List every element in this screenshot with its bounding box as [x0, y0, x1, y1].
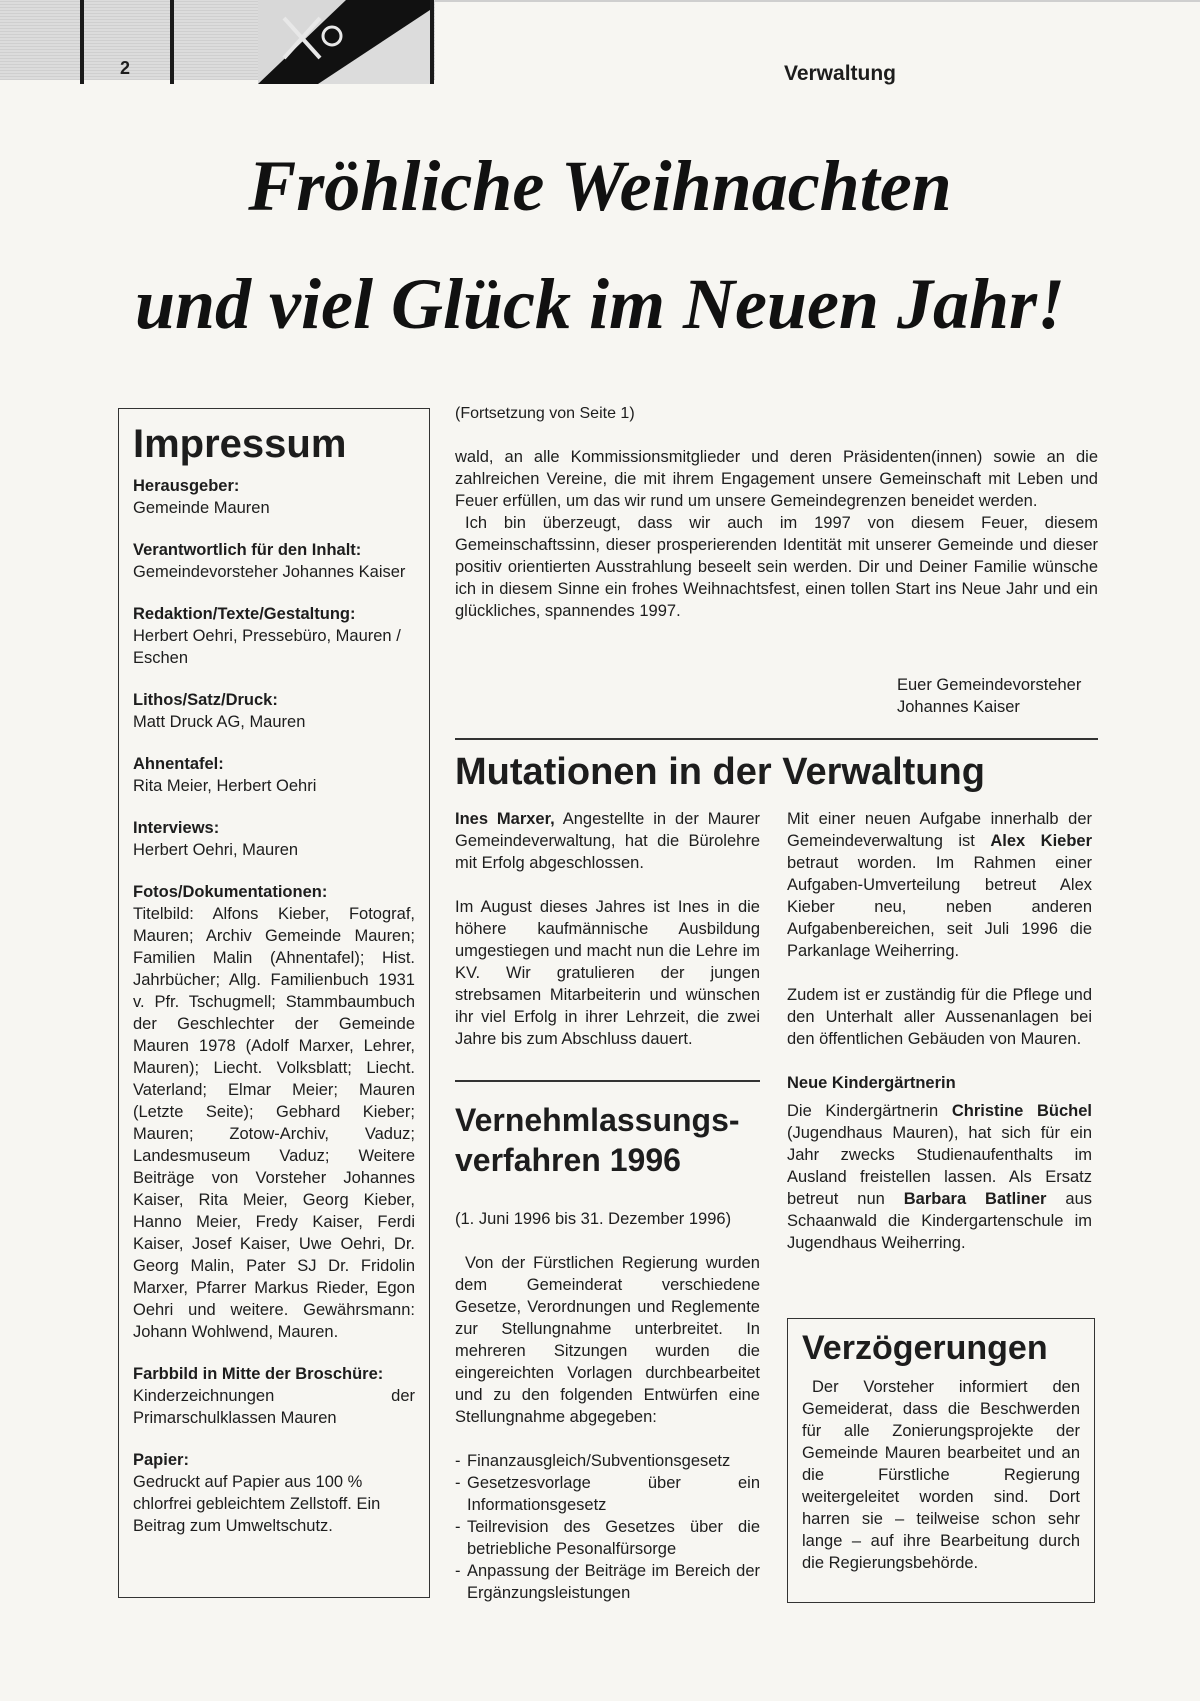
intro-paragraph: Ich bin überzeugt, dass wir auch im 1997 von diesem Feuer, diesem Gemeinschaftssinn, dieser prosperierenden Identität mit unserer Gemeinde und dieser positiv orientierten Ausstrahlung beseelt sein werden. Dir und Deiner Familie wünsche ich in diesem Sinne ein frohes Weihnachtsfest, einen tollen Start ins Neue Jahr und ein glückliches, spannendes 1997.	[455, 514, 1098, 620]
intro-paragraph: wald, an alle Kommissionsmitglieder und deren Präsidenten(innen) sowie an die zahlreichen Vereine, die mit ihrem Engagement unsere Gemeinschaft mit Leben und Feuer erfüllen, um das wir rund um unsere Gemeindegrenzen beneidet werden.	[455, 448, 1098, 510]
person-name: Barbara Batliner	[903, 1190, 1047, 1208]
impressum-value: Herbert Oehri, Mauren	[133, 841, 299, 859]
impressum-box	[118, 408, 430, 1598]
mutations-text: Mit einer neuen Aufgabe innerhalb der Gemeindeverwaltung ist	[787, 810, 1092, 850]
delays-box	[787, 1318, 1095, 1603]
list-item: - Anpassung der Beiträge im Bereich der Ergänzungsleistungen	[455, 1560, 760, 1604]
mutations-paragraph: Im August dieses Jahres ist Ines in die höhere kaufmännische Ausbildung umgestiegen und macht nun die Lehre im KV. Wir gratulieren der jungen strebsamen Mitarbeiterin und wünschen ihr viel Erfolg in ihrer Lehrzeit, die zwei Jahre bis zum Abschluss dauert.	[455, 898, 760, 1048]
intro-text	[455, 446, 1098, 622]
impressum-value: Gedruckt auf Papier aus 100 % chlorfrei gebleichtem Zellstoff. Ein Beitrag zum Umweltschutz.	[133, 1473, 381, 1535]
signature	[897, 674, 1097, 718]
person-name: Alex Kieber	[990, 832, 1093, 850]
consultation-title-line: verfahren 1996	[455, 1142, 681, 1178]
delays-paragraph: Der Vorsteher informiert den Gemeiderat, dass die Beschwerden für alle Zonierungsprojekte der Gemeinde Mauren bearbeitet und an die Fürstliche Regierung weitergeleitet worden sind. Dort harren sie – teilweise schon sehr lange – auf ihre Bearbeitung durch die Regierungsbehörde.	[802, 1378, 1080, 1573]
impressum-label: Lithos/Satz/Druck:	[133, 691, 278, 709]
consultation-title	[455, 1100, 740, 1180]
section-label: Verwaltung	[783, 62, 897, 85]
consultation-body	[455, 1252, 760, 1604]
impressum-value: Gemeindevorsteher Johannes Kaiser	[133, 563, 406, 581]
mutations-paragraph	[455, 808, 760, 874]
kindergarten-text: aus Schaanwald die Kindergartenschule im Jugendhaus Weiherring.	[787, 1190, 1092, 1252]
continuation-note: (Fortsetzung von Seite 1)	[455, 405, 635, 422]
consultation-title-line: Vernehmlassungs-	[455, 1102, 740, 1138]
page-number: 2	[120, 58, 131, 78]
impressum-label: Interviews:	[133, 819, 220, 837]
greeting-line-1: Fröhliche Weihnachten	[248, 146, 952, 226]
signature-role: Euer Gemeindevorsteher	[897, 676, 1082, 694]
mutations-left-column	[455, 808, 760, 1072]
emblem-icon	[258, 0, 430, 84]
mutations-right-column	[787, 808, 1092, 1276]
person-name: Ines Marxer,	[455, 810, 555, 828]
signature-name: Johannes Kaiser	[897, 698, 1020, 716]
top-rule	[435, 0, 1200, 2]
impressum-label: Redaktion/Texte/Gestaltung:	[133, 605, 356, 623]
consultation-paragraph: Von der Fürstlichen Regierung wurden dem Gemeinderat verschiedene Gesetze, Verordnungen und Reglemente zur Stellungnahme unterbreitet. In mehreren Sitzungen wurden die eingereichten Vorlagen durchbearbeitet und zu den folgenden Entwürfen eine Stellungnahme abgegeben:	[455, 1254, 760, 1426]
section-divider	[455, 1080, 760, 1082]
header-divider	[170, 0, 174, 84]
kindergarten-paragraph	[787, 1100, 1092, 1254]
delays-title: Verzögerungen	[802, 1329, 1048, 1367]
impressum-value: Titelbild: Alfons Kieber, Fotograf, Mauren; Archiv Gemeinde Mauren; Familien Malin (Ahnentafel); Hist. Jahrbücher; Allg. Familienbuch 1931 v. Pfr. Tschugmell; Stammbaumbuch der Geschlechter der Gemeinde Mauren 1978 (Adolf Marxer, Lehrer, Mauren); Liecht. Volksblatt; Liecht. Vaterland; Elmar Meier; Mauren (Letzte Seite); Gebhard Kieber; Mauren; Zotow-Archiv, Vaduz; Landesmuseum Vaduz; Weitere Beiträge von Vorsteher Johannes Kaiser, Rita Meier, Georg Kieber, Hanno Meier, Fredy Kaiser, Ferdi Kaiser, Josef Kaiser, Uwe Oehri, Dr. Georg Malin, Pater SJ Dr. Fridolin Marxer, Pfarrer Markus Rieder, Egon Oehri und weitere. Gewährsmann: Johann Wohlwend, Mauren.	[133, 905, 415, 1341]
consultation-list	[455, 1450, 760, 1604]
mutations-title: Mutationen in der Verwaltung	[455, 751, 985, 793]
list-item: - Gesetzesvorlage über ein Informationsgesetz	[455, 1472, 760, 1516]
impressum-value: Kinderzeichnungen der Primarschulklassen Mauren	[133, 1387, 415, 1427]
header-divider	[80, 0, 84, 84]
impressum-label: Herausgeber:	[133, 477, 240, 495]
coat-of-arms-emblem	[258, 0, 430, 84]
mutations-paragraph: Zudem ist er zuständig für die Pflege und den Unterhalt aller Aussenanlagen bei den öffentlichen Gebäuden von Mauren.	[787, 986, 1092, 1048]
impressum-title: Impressum	[133, 422, 347, 466]
impressum-value: Herbert Oehri, Pressebüro, Mauren / Eschen	[133, 627, 401, 667]
impressum-label: Verantwortlich für den Inhalt:	[133, 541, 362, 559]
impressum-label: Papier:	[133, 1451, 189, 1469]
impressum-value: Gemeinde Mauren	[133, 499, 270, 517]
impressum-label: Ahnentafel:	[133, 755, 224, 773]
kindergarten-heading: Neue Kindergärtnerin	[787, 1074, 956, 1092]
list-item: - Finanzausgleich/Subventionsgesetz	[455, 1450, 760, 1472]
impressum-value: Matt Druck AG, Mauren	[133, 713, 306, 731]
greeting-line-2: und viel Glück im Neuen Jahr!	[134, 264, 1066, 344]
kindergarten-text: (Jugendhaus Mauren), hat sich für ein Jahr zwecks Studienaufenthalts im Ausland freistellen lassen. Als Ersatz betreut nun	[787, 1124, 1092, 1208]
mutations-text: betraut worden. Im Rahmen einer Aufgaben-Umverteilung betreut Alex Kieber neu, neben anderen Aufgabenbereichen, seit Juli 1996 die Parkanlage Weiherring.	[787, 854, 1092, 960]
impressum-label: Farbbild in Mitte der Broschüre:	[133, 1365, 384, 1383]
header-divider	[430, 0, 434, 84]
impressum-value: Rita Meier, Herbert Oehri	[133, 777, 317, 795]
person-name: Christine Büchel	[951, 1102, 1092, 1120]
kindergarten-text: Die Kindergärtnerin	[787, 1102, 952, 1120]
section-divider	[455, 738, 1098, 740]
mutations-paragraph	[787, 808, 1092, 962]
list-item: - Teilrevision des Gesetzes über die betriebliche Pesonalfürsorge	[455, 1516, 760, 1560]
mutations-text: Angestellte in der Maurer Gemeindeverwaltung, hat die Bürolehre mit Erfolg abgeschlossen.	[455, 810, 760, 872]
impressum-label: Fotos/Dokumentationen:	[133, 883, 328, 901]
consultation-dates: (1. Juni 1996 bis 31. Dezember 1996)	[455, 1210, 732, 1228]
